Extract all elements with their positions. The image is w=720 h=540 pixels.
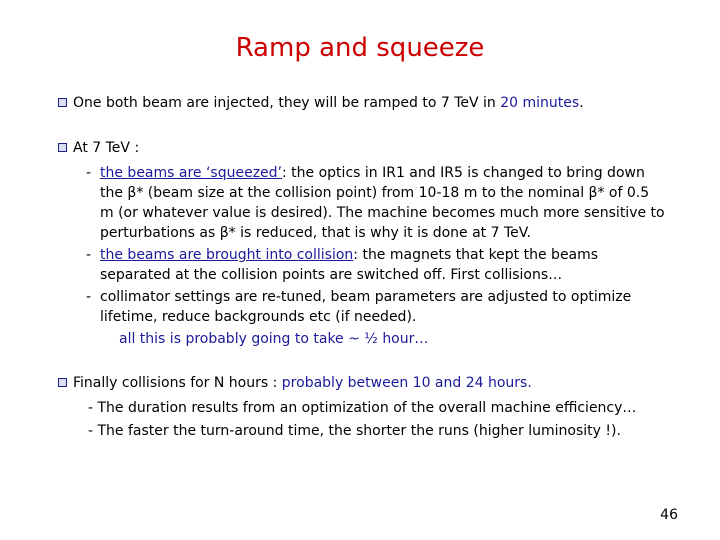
dash-marker: - xyxy=(86,165,92,181)
sub-item-1-text: : the optics in IR1 and IR5 is changed to bring down xyxy=(282,165,645,181)
sub-item-2-line-2: separated at the collision points are switched off. First collisions… xyxy=(100,267,563,283)
page-number: 46 xyxy=(660,507,678,523)
sub-item-3-text: collimator settings are re-tuned, beam parameters are adjusted to optimize xyxy=(100,289,632,305)
dash-marker: - xyxy=(86,289,92,305)
sub-item-1-line-1 xyxy=(86,163,645,183)
sub-item-2-line-1 xyxy=(86,245,598,265)
bullet-1 xyxy=(58,93,584,113)
bullet-3-text: Finally collisions for N hours : xyxy=(73,375,282,391)
sub-item-2-text: : the magnets that kept the beams xyxy=(353,247,599,263)
bullet-3-sub-1: - The duration results from an optimization of the overall machine efficiency… xyxy=(88,400,637,416)
sub-item-1-line-2: the β* (beam size at the collision point) from 10-18 m to the nominal β* of 0.5 xyxy=(100,185,650,201)
checkbox-bullet-icon xyxy=(58,143,67,152)
dash-marker: - xyxy=(86,247,92,263)
bullet-3-sub-2: - The faster the turn-around time, the shorter the runs (higher luminosity !). xyxy=(88,423,621,439)
bullet-3-highlight: probably between 10 and 24 hours. xyxy=(281,375,532,391)
bullet-3 xyxy=(58,373,532,393)
bullet-2-heading xyxy=(58,138,139,158)
bullet-2-heading-text: At 7 TeV : xyxy=(73,140,140,156)
bullet-1-highlight: 20 minutes xyxy=(500,95,580,111)
time-note: all this is probably going to take ~ ½ hour… xyxy=(119,331,429,347)
bullet-1-end: . xyxy=(579,95,584,111)
squeeze-link[interactable]: the beams are ‘squeezed’ xyxy=(100,165,283,181)
checkbox-bullet-icon xyxy=(58,378,67,387)
sub-item-1-line-4: perturbations as β* is reduced, that is why it is done at 7 TeV. xyxy=(100,225,531,241)
sub-item-3-line-2: lifetime, reduce backgrounds etc (if needed). xyxy=(100,309,417,325)
collision-link[interactable]: the beams are brought into collision xyxy=(100,247,354,263)
slide-title: Ramp and squeeze xyxy=(235,33,485,63)
sub-item-1-line-3: m (or whatever value is desired). The machine becomes much more sensitive to xyxy=(100,205,665,221)
bullet-1-text: One both beam are injected, they will be ramped to 7 TeV in xyxy=(73,95,501,111)
sub-item-3-line-1 xyxy=(86,287,631,307)
checkbox-bullet-icon xyxy=(58,98,67,107)
